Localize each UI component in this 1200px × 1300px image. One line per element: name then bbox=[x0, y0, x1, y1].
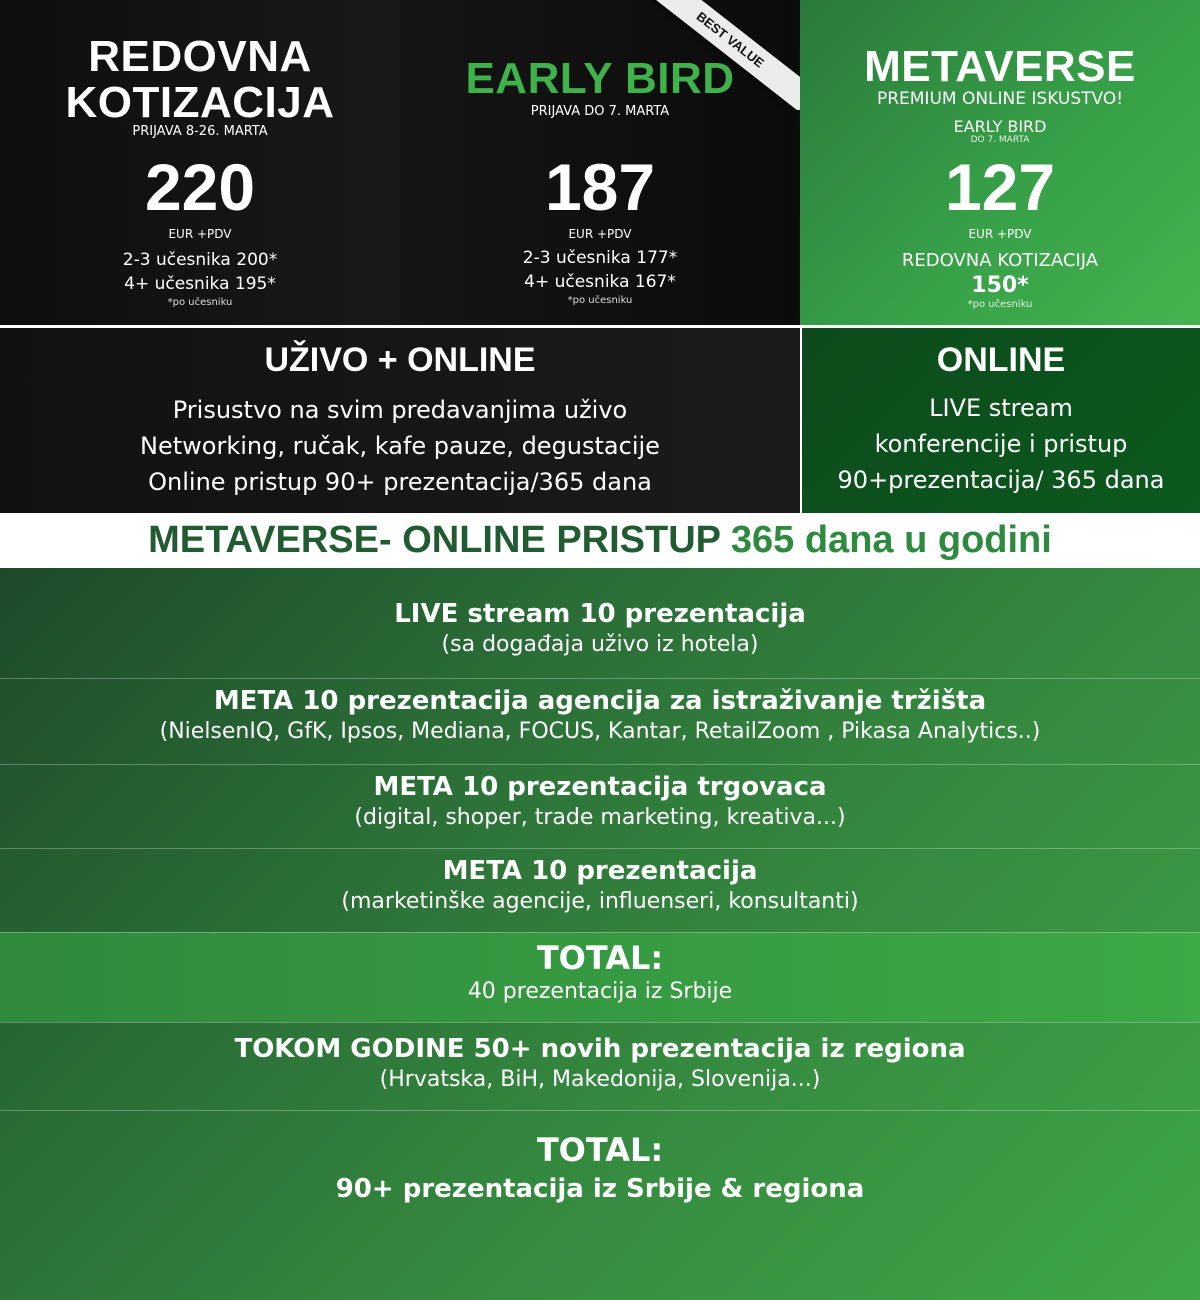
early-bird-group1: 2-3 učesnika 177* bbox=[522, 248, 678, 268]
total-subtitle: 40 prezentacija iz Srbije bbox=[467, 979, 733, 1004]
best-value-label: BEST VALUE bbox=[650, 0, 800, 110]
metaverse-early-period: DO 7. MARTA bbox=[970, 135, 1030, 145]
regular-group2: 4+ učesnika 195* bbox=[124, 274, 276, 294]
early-bird-pricing-card bbox=[400, 0, 800, 325]
grand-total-row bbox=[0, 1110, 1200, 1300]
list-item bbox=[0, 848, 1200, 932]
live-online-box bbox=[0, 328, 800, 513]
regular-note: *po učesniku bbox=[167, 297, 233, 308]
list-item-subtitle: (digital, shoper, trade marketing, kreativa...) bbox=[354, 805, 846, 830]
metaverse-price: 127 bbox=[944, 150, 1056, 224]
early-bird-period: PRIJAVA DO 7. MARTA bbox=[530, 104, 670, 119]
online-feature: konferencije i pristup bbox=[874, 430, 1128, 458]
live-online-features bbox=[0, 392, 800, 500]
banner-heading-part2: 365 dana u godini bbox=[730, 519, 1052, 561]
list-item-subtitle: (NielsenIQ, GfK, Ipsos, Mediana, FOCUS, Kantar, RetailZoom , Pikasa Analytics..) bbox=[159, 719, 1041, 744]
list-item-subtitle: (marketinške agencije, influenseri, konsultanti) bbox=[341, 889, 859, 914]
metaverse-early-label: EARLY BIRD bbox=[953, 117, 1047, 136]
regular-unit: EUR +PDV bbox=[168, 227, 232, 241]
metaverse-banner bbox=[0, 513, 1200, 568]
pricing-section bbox=[0, 0, 1200, 325]
regular-price: 220 bbox=[144, 150, 256, 224]
metaverse-note: *po učesniku bbox=[967, 299, 1033, 310]
list-item bbox=[0, 764, 1200, 848]
list-item-title: META 10 prezentacija agencija za istraživanje tržišta bbox=[213, 686, 987, 716]
metaverse-content-list bbox=[0, 568, 1200, 1300]
early-bird-title: EARLY BIRD bbox=[465, 54, 735, 103]
list-item-title: META 10 prezentacija bbox=[442, 856, 758, 886]
banner-heading bbox=[0, 513, 1200, 568]
regular-pricing-card bbox=[0, 0, 400, 325]
early-bird-price: 187 bbox=[544, 150, 656, 224]
list-item-subtitle: (sa događaja uživo iz hotela) bbox=[441, 632, 759, 657]
grand-total-title: TOTAL: bbox=[536, 1131, 664, 1169]
regular-title-line2: KOTIZACIJA bbox=[65, 78, 335, 127]
total-row bbox=[0, 932, 1200, 1022]
metaverse-pricing-card bbox=[800, 0, 1200, 325]
early-bird-group2: 4+ učesnika 167* bbox=[524, 272, 676, 292]
metaverse-unit: EUR +PDV bbox=[968, 227, 1032, 241]
list-item bbox=[0, 678, 1200, 764]
metaverse-regular-label: REDOVNA KOTIZACIJA bbox=[901, 250, 1099, 271]
metaverse-title: METAVERSE bbox=[864, 42, 1136, 91]
online-feature: LIVE stream bbox=[929, 394, 1073, 422]
list-item bbox=[0, 1022, 1200, 1110]
regular-group1: 2-3 učesnika 200* bbox=[122, 250, 278, 270]
metaverse-regular-price: 150* bbox=[971, 273, 1029, 298]
online-title: ONLINE bbox=[936, 341, 1066, 379]
banner-heading-part1: METAVERSE- ONLINE PRISTUP bbox=[148, 519, 731, 561]
list-item bbox=[0, 598, 1200, 678]
early-bird-group-prices bbox=[400, 246, 800, 294]
regular-period: PRIJAVA 8-26. MARTA bbox=[132, 124, 268, 139]
regular-title-line1: REDOVNA bbox=[88, 32, 312, 81]
list-item-title: META 10 prezentacija trgovaca bbox=[373, 772, 827, 802]
regular-group-prices bbox=[0, 248, 400, 296]
live-online-feature: Online pristup 90+ prezentacija/365 dana bbox=[148, 468, 652, 496]
online-feature: 90+prezentacija/ 365 dana bbox=[837, 466, 1165, 494]
online-box bbox=[800, 328, 1200, 513]
live-online-feature: Prisustvo na svim predavanjima uživo bbox=[172, 396, 628, 424]
live-online-title: UŽIVO + ONLINE bbox=[264, 341, 536, 379]
list-item-title: LIVE stream 10 prezentacija bbox=[394, 599, 806, 629]
list-item-subtitle: (Hrvatska, BiH, Makedonija, Slovenija...) bbox=[379, 1067, 821, 1092]
metaverse-subtitle: PREMIUM ONLINE ISKUSTVO! bbox=[876, 89, 1124, 109]
grand-total-subtitle: 90+ prezentacija iz Srbije & regiona bbox=[335, 1174, 865, 1204]
list-item-title: TOKOM GODINE 50+ novih prezentacija iz regiona bbox=[234, 1034, 966, 1064]
online-features bbox=[802, 390, 1200, 498]
total-title: TOTAL: bbox=[536, 939, 664, 977]
early-bird-note: *po učesniku bbox=[567, 295, 633, 306]
live-online-feature: Networking, ručak, kafe pauze, degustacije bbox=[140, 432, 660, 460]
early-bird-unit: EUR +PDV bbox=[568, 227, 632, 241]
